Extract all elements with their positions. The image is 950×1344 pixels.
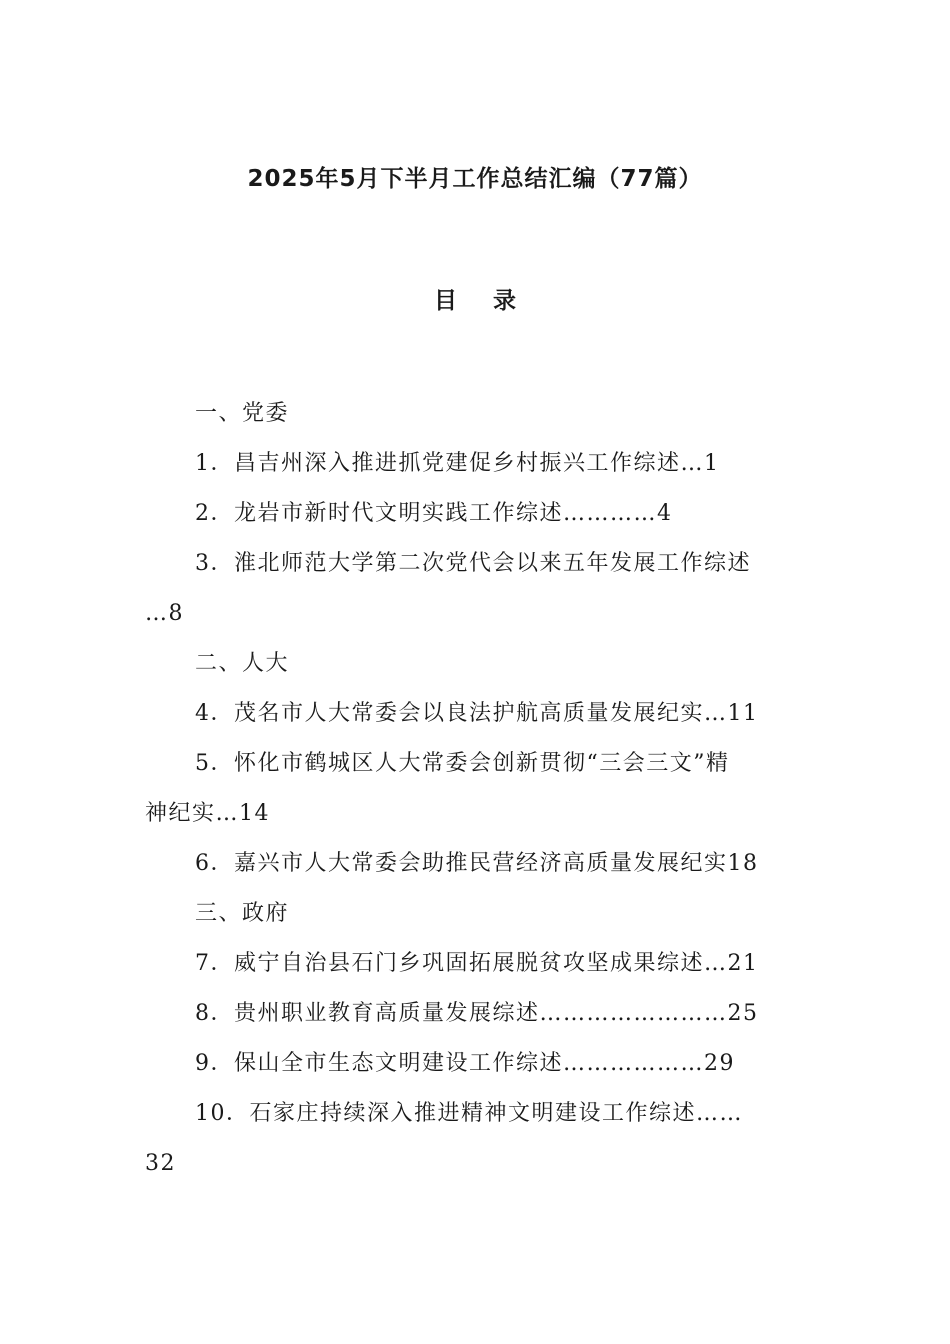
toc-entry-3: 3．淮北师范大学第二次党代会以来五年发展工作综述 <box>195 551 751 576</box>
toc-entry-7: 7．威宁自治县石门乡巩固拓展脱贫攻坚成果综述…21 <box>195 951 759 976</box>
toc-entry-10-continuation: 32 <box>145 1151 176 1176</box>
toc-entry-2: 2．龙岩市新时代文明实践工作综述…………4 <box>195 501 673 526</box>
toc-entry-1: 1．昌吉州深入推进抓党建促乡村振兴工作综述…1 <box>195 451 720 476</box>
toc-entry-4: 4．茂名市人大常委会以良法护航高质量发展纪实…11 <box>195 701 759 726</box>
document-title: 2025年5月下半月工作总结汇编（77篇） <box>247 166 703 192</box>
toc-heading: 目 录 <box>433 288 530 314</box>
toc-entry-3-continuation: …8 <box>145 601 184 626</box>
toc-entry-5: 5．怀化市鹤城区人大常委会创新贯彻“三会三文”精 <box>195 751 730 776</box>
toc-section-party-committee: 一、党委 <box>195 401 290 426</box>
toc-entry-5-continuation: 神纪实…14 <box>145 801 270 826</box>
toc-entry-10: 10．石家庄持续深入推进精神文明建设工作综述…… <box>195 1101 743 1126</box>
toc-entry-9: 9．保山全市生态文明建设工作综述………………29 <box>195 1051 735 1076</box>
toc-entry-8: 8．贵州职业教育高质量发展综述……………………25 <box>195 1001 759 1026</box>
toc-entry-6: 6．嘉兴市人大常委会助推民营经济高质量发展纪实18 <box>195 851 759 876</box>
toc-section-government: 三、政府 <box>195 901 290 926</box>
table-of-contents <box>145 389 807 1189</box>
toc-section-npc: 二、人大 <box>195 651 290 676</box>
